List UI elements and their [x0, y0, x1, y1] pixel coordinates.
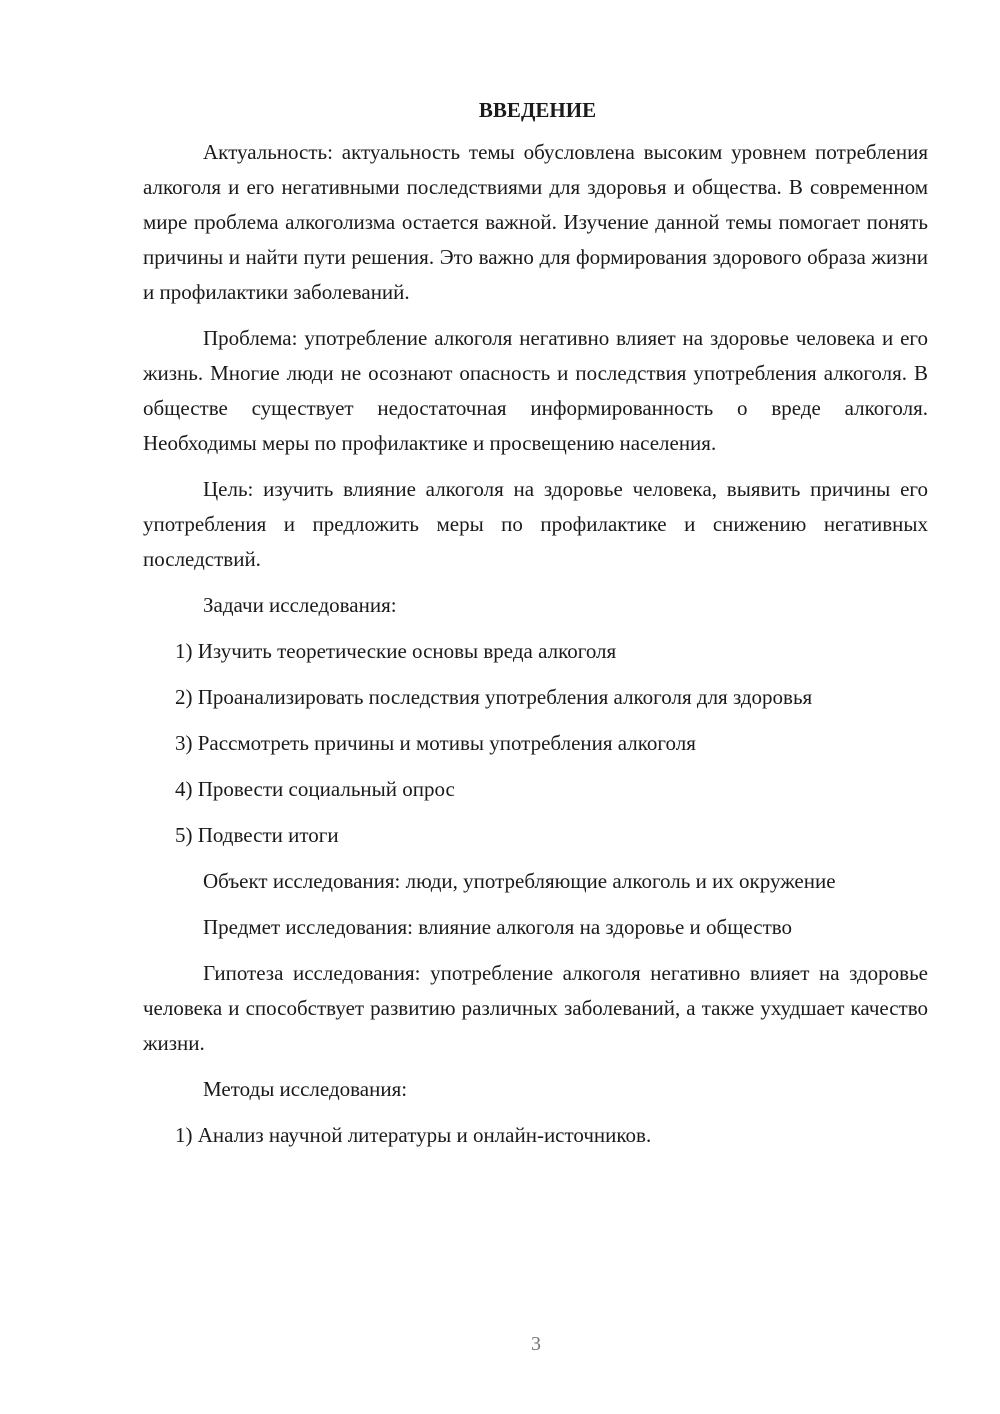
task-item-5: 5) Подвести итоги — [175, 823, 339, 847]
subject-paragraph: Предмет исследования: влияние алкоголя на здоровье и общество — [203, 915, 793, 939]
method-item-1: 1) Анализ научной литературы и онлайн-источников. — [175, 1123, 652, 1147]
tasks-heading: Задачи исследования: — [203, 593, 397, 617]
document-page — [143, 96, 928, 1164]
object-paragraph: Объект исследования: люди, употребляющие алкоголь и их окружение — [203, 869, 836, 893]
task-item-3: 3) Рассмотреть причины и мотивы употребления алкоголя — [175, 731, 696, 755]
methods-heading: Методы исследования: — [203, 1077, 408, 1101]
task-item-4: 4) Провести социальный опрос — [175, 777, 455, 801]
hypothesis-paragraph: Гипотеза исследования: употребление алкоголя негативно влияет на здоровье человека и способствует развитию различных заболеваний, а также ухудшает качество жизни. — [143, 961, 928, 1055]
relevance-paragraph: Актуальность: актуальность темы обусловлена высоким уровнем потребления алкоголя и его негативными последствиями для здоровья и общества. В современном мире проблема алкоголизма остается важной. Изучение данной темы помогает понять причины и найти пути решения. Это важно для формирования здорового образа жизни и профилактики заболеваний. — [143, 140, 928, 304]
goal-paragraph: Цель: изучить влияние алкоголя на здоровье человека, выявить причины его употребления и предложить меры по профилактике и снижению негативных последствий. — [143, 477, 928, 571]
task-item-1: 1) Изучить теоретические основы вреда алкоголя — [175, 639, 617, 663]
task-item-2: 2) Проанализировать последствия употребления алкоголя для здоровья — [175, 685, 813, 709]
page-number: 3 — [531, 1333, 541, 1355]
section-title: ВВЕДЕНИЕ — [478, 98, 597, 122]
problem-paragraph: Проблема: употребление алкоголя негативно влияет на здоровье человека и его жизнь. Многие люди не осознают опасность и последствия употребления алкоголя. В обществе существует недостаточная информированность о вреде алкоголя. Необходимы меры по профилактике и просвещению населения. — [143, 326, 928, 455]
